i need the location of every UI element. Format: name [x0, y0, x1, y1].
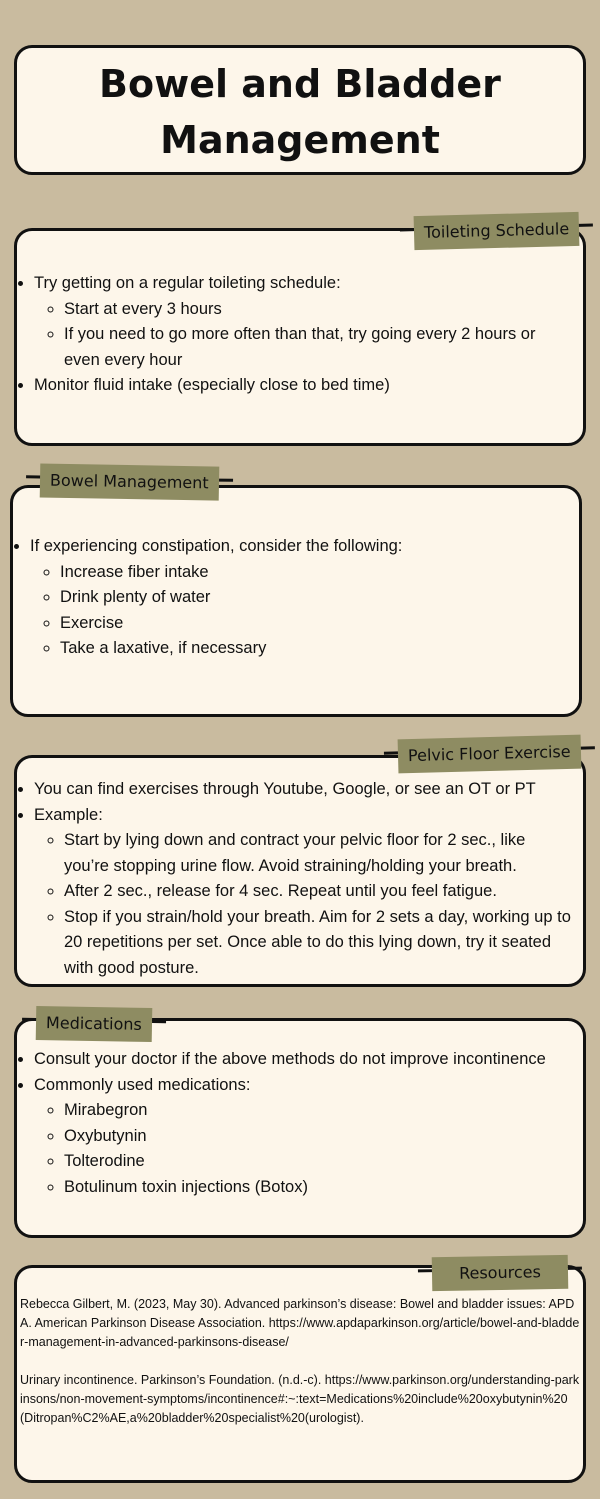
- toileting-list: [14, 271, 574, 399]
- list-item: [34, 777, 574, 803]
- list-item: [34, 373, 574, 399]
- sub-list-item: ◦ After 2 sec., release for 4 sec. Repeat until you feel fatigue.: [64, 879, 574, 905]
- list-item-text: Commonly used medications:: [34, 1075, 251, 1094]
- bullet-list: [14, 777, 574, 981]
- reference-entry: Urinary incontinence. Parkinson’s Foundation. (n.d.-c). https://www.parkinson.org/understanding-parkinsons/non-movement-symptoms/incontinence#:~:text=Medications%20include%20oxybutynin%20(Ditropan%C2%AE,a%20bladder%20specialist%20(urologist).: [20, 1373, 580, 1425]
- sub-list-item: ◦ Mirabegron: [64, 1098, 574, 1124]
- toileting-tab: Toileting Schedule: [414, 212, 580, 250]
- sub-list-item: ◦ Start by lying down and contract your pelvic floor for 2 sec., like you’re stopping urine flow. Avoid straining/holding your breath.: [64, 828, 574, 879]
- pelvic-list: [14, 777, 574, 981]
- sub-list-item: ◦ Take a laxative, if necessary: [60, 636, 570, 662]
- list-item: [34, 271, 574, 373]
- sub-list-item: ◦ If you need to go more often than that, try going every 2 hours or even every hour: [64, 322, 574, 373]
- sub-list-item: ◦ Tolterodine: [64, 1149, 574, 1175]
- medications-list: [14, 1047, 574, 1200]
- sub-list-item: ◦ Start at every 3 hours: [64, 297, 574, 323]
- list-item-text: Try getting on a regular toileting schedule:: [34, 274, 341, 292]
- list-item-text: Monitor fluid intake (especially close to bed time): [34, 376, 390, 394]
- sub-list-item: ◦ Botulinum toxin injections (Botox): [64, 1175, 574, 1201]
- reference-entry: Rebecca Gilbert, M. (2023, May 30). Advanced parkinson’s disease: Bowel and bladder issues: APDA. American Parkinson Disease Association. https://www.apdaparkinson.org/article/bowel-and-bladder-management-in-advanced-parkinsons-disease/: [20, 1297, 580, 1349]
- medications-tab: Medications: [36, 1006, 152, 1042]
- list-item-text: If experiencing constipation, consider the following:: [30, 537, 403, 555]
- list-item: [34, 1073, 574, 1201]
- bullet-list: [10, 534, 570, 662]
- sub-list: [34, 1098, 574, 1200]
- list-item-text: Example:: [34, 805, 103, 824]
- sub-list-item: ◦ Increase fiber intake: [60, 560, 570, 586]
- list-item-text: You can find exercises through Youtube, Google, or see an OT or PT: [34, 780, 536, 798]
- bowel-tab: Bowel Management: [40, 463, 219, 500]
- list-item: [34, 803, 574, 982]
- sub-list: [34, 828, 574, 981]
- bowel-list: [10, 534, 570, 662]
- page-title: Bowel and Bladder Management: [99, 62, 501, 162]
- sub-list-item: ◦ Stop if you strain/hold your breath. Aim for 2 sets a day, working up to 20 repetitions per set. Once able to do this lying down, try it seated with good posture.: [64, 905, 574, 982]
- bullet-list: [14, 1047, 574, 1200]
- sub-list-item: ◦ Exercise: [60, 611, 570, 637]
- resources-refs: [20, 1295, 580, 1428]
- sub-list-item: ◦ Drink plenty of water: [60, 585, 570, 611]
- title-card: [14, 45, 586, 175]
- sub-list: [30, 560, 570, 662]
- bullet-list: [14, 271, 574, 399]
- pelvic-tab: Pelvic Floor Exercise: [398, 735, 581, 774]
- resources-tab: Resources: [432, 1255, 569, 1291]
- sub-list: [34, 297, 574, 374]
- list-item: [34, 1047, 574, 1073]
- list-item: [30, 534, 570, 662]
- sub-list-item: ◦ Oxybutynin: [64, 1124, 574, 1150]
- list-item-text: Consult your doctor if the above methods do not improve incontinence: [34, 1050, 546, 1068]
